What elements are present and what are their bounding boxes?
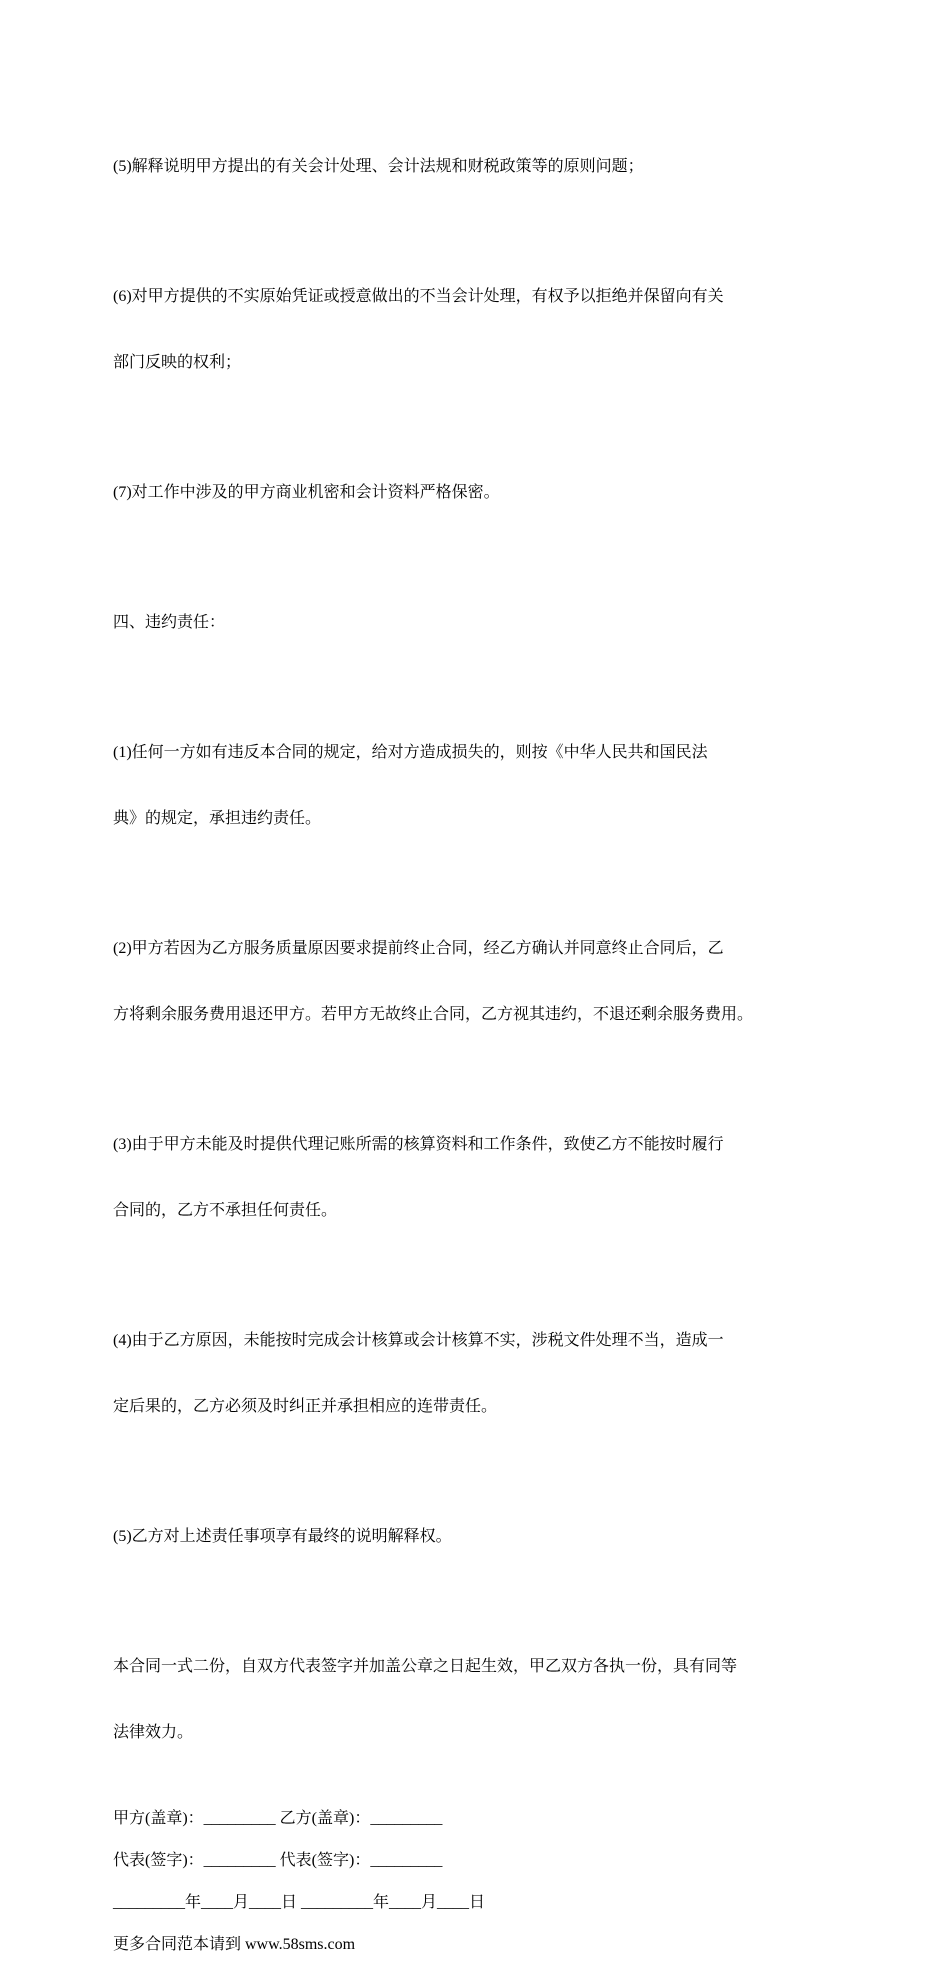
paragraph-breach-5 bbox=[113, 1482, 853, 1592]
paragraph-breach-1 bbox=[113, 698, 853, 874]
paragraph-line: 本合同一式二份，自双方代表签字并加盖公章之日起生效，甲乙双方各执一份，具有同等 bbox=[113, 1658, 738, 1675]
paragraph-line: (2)甲方若因为乙方服务质量原因要求提前终止合同，经乙方确认并同意终止合同后，乙 bbox=[113, 940, 724, 957]
paragraph-line: (5)乙方对上述责任事项享有最终的说明解释权。 bbox=[113, 1528, 452, 1545]
paragraph-line: (3)由于甲方未能及时提供代理记账所需的核算资料和工作条件，致使乙方不能按时履行 bbox=[113, 1136, 724, 1153]
paragraph-line: 定后果的，乙方必须及时纠正并承担相应的连带责任。 bbox=[113, 1398, 498, 1415]
paragraph-breach-3 bbox=[113, 1090, 853, 1266]
paragraph-line: 法律效力。 bbox=[113, 1724, 194, 1741]
signature-date-line: _________年____月____日 _________年____月____日 bbox=[113, 1894, 486, 1911]
section-heading-breach bbox=[113, 568, 853, 678]
paragraph-duty-6 bbox=[113, 242, 853, 418]
paragraph-breach-4 bbox=[113, 1286, 853, 1462]
heading-text: 四、违约责任： bbox=[113, 614, 226, 631]
footer-note: 更多合同范本请到 www.58sms.com bbox=[113, 1936, 356, 1953]
paragraph-line: (6)对甲方提供的不实原始凭证或授意做出的不当会计处理，有权予以拒绝并保留向有关 bbox=[113, 288, 724, 305]
paragraph-line: (4)由于乙方原因，未能按时完成会计核算或会计核算不实，涉税文件处理不当，造成一 bbox=[113, 1332, 724, 1349]
paragraph-duty-7 bbox=[113, 438, 853, 548]
paragraph-line: 典》的规定，承担违约责任。 bbox=[113, 810, 322, 827]
contract-body bbox=[113, 112, 853, 1976]
signature-rep-line: 代表(签字)：_________ 代表(签字)：_________ bbox=[113, 1852, 443, 1869]
paragraph-line: 部门反映的权利； bbox=[113, 354, 242, 371]
paragraph-line: (1)任何一方如有违反本合同的规定，给对方造成损失的，则按《中华人民共和国民法 bbox=[113, 744, 708, 761]
paragraph-copies-clause bbox=[113, 1612, 853, 1788]
paragraph-duty-5 bbox=[113, 112, 853, 222]
paragraph-line: 合同的，乙方不承担任何责任。 bbox=[113, 1202, 338, 1219]
paragraph-line: (5)解释说明甲方提出的有关会计处理、会计法规和财税政策等的原则问题； bbox=[113, 158, 644, 175]
paragraph-breach-2 bbox=[113, 894, 853, 1070]
signature-seal-line: 甲方(盖章)：_________ 乙方(盖章)：_________ bbox=[113, 1810, 443, 1827]
paragraph-line: (7)对工作中涉及的甲方商业机密和会计资料严格保密。 bbox=[113, 484, 500, 501]
paragraph-line: 方将剩余服务费用退还甲方。若甲方无故终止合同，乙方视其违约，不退还剩余服务费用。 bbox=[113, 1006, 754, 1023]
